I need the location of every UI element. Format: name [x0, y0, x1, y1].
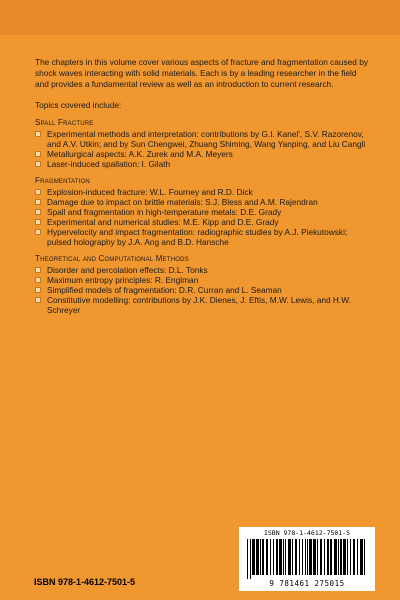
barcode-bar: [309, 539, 312, 575]
topic-item-text: Experimental and numerical studies: M.E. Kipp and D.E. Grady: [47, 217, 279, 227]
topic-section: [35, 254, 370, 315]
topic-item: [35, 129, 370, 149]
section-title: Fragmentation: [35, 176, 90, 185]
barcode-bar: [256, 539, 259, 575]
topic-item-text: Constitutive modelling: contributions by J.K. Dienes, J. Eftis, M.W. Lewis, and H.W. Schreyer: [47, 295, 351, 315]
square-bullet-icon: [35, 189, 41, 195]
barcode-bar: [343, 539, 346, 575]
barcode-bar: [317, 539, 318, 575]
barcode-bar: [353, 539, 355, 575]
topic-item-text: Experimental methods and interpretation: contributions by G.I. Kanel', S.V. Razorenov, and A.V. Utkin; and by Sun Chengwei, Zhuang Shiming, Wang Yanping, and Liu Cangli: [47, 129, 366, 149]
barcode-bar: [320, 539, 322, 575]
barcode-bar: [295, 539, 297, 575]
topic-item: [35, 285, 370, 295]
barcode-bar: [266, 539, 268, 575]
square-bullet-icon: [35, 297, 41, 303]
barcode-bar: [338, 539, 339, 575]
topic-item-text: Metallurgical aspects: A.K. Zurek and M.A. Meyers: [47, 149, 233, 159]
barcode-bar: [276, 539, 278, 575]
topic-item: [35, 207, 370, 217]
topic-item: [35, 265, 370, 275]
barcode-bar: [364, 539, 365, 575]
barcode-bar: [302, 539, 303, 575]
barcode-bar: [327, 539, 329, 575]
barcode: [239, 527, 375, 591]
barcode-bars: [245, 539, 369, 579]
topic-item: [35, 197, 370, 207]
barcode-bar: [330, 539, 332, 575]
barcode-bar: [307, 539, 308, 575]
back-cover-text: [35, 57, 370, 315]
top-band: [0, 0, 400, 35]
barcode-digits: 9 781461 275015: [269, 579, 345, 588]
topic-item-text: Laser-induced spallation: I. Gilath: [47, 159, 171, 169]
topic-item: [35, 217, 370, 227]
barcode-bar: [283, 539, 284, 575]
barcode-bar: [305, 539, 306, 575]
barcode-bar: [360, 539, 363, 575]
topic-section: [35, 176, 370, 247]
barcode-bar: [347, 539, 348, 575]
square-bullet-icon: [35, 229, 41, 235]
square-bullet-icon: [35, 277, 41, 283]
square-bullet-icon: [35, 287, 41, 293]
topics-list: [35, 118, 370, 315]
square-bullet-icon: [35, 161, 41, 167]
square-bullet-icon: [35, 219, 41, 225]
barcode-bar: [270, 539, 271, 575]
topic-item: [35, 275, 370, 285]
barcode-bar: [334, 539, 337, 575]
section-title: Spall Fracture: [35, 118, 94, 127]
topic-item: [35, 149, 370, 159]
topic-item: [35, 227, 370, 247]
barcode-bar: [273, 539, 274, 575]
topic-item-text: Hypervelocity and impact fragmentation: radiographic studies by A.J. Piekutowski; pulsed holography by J.A. Ang and B.D. Hansche: [47, 227, 348, 247]
topic-item: [35, 159, 370, 169]
topic-item-text: Spall and fragmentation in high-temperature metals: D.E. Grady: [47, 207, 282, 217]
barcode-bar: [285, 539, 286, 575]
barcode-bar: [350, 539, 351, 575]
square-bullet-icon: [35, 267, 41, 273]
isbn-label: ISBN 978-1-4612-7501-5: [34, 577, 136, 587]
topic-item-text: Explosion-induced fracture: W.L. Fourney and R.D. Dick: [47, 187, 253, 197]
barcode-bar: [292, 539, 293, 575]
barcode-bar: [340, 539, 342, 575]
intro-paragraph: The chapters in this volume cover various aspects of fracture and fragmentation caused by shock waves interacting with solid materials. Each is by a leading researcher in the field and provides a fundamental review as well as an introduction to current research.: [35, 57, 368, 89]
barcode-bar: [260, 539, 261, 575]
topic-item-text: Simplified models of fragmentation: D.R. Curran and L. Seaman: [47, 285, 282, 295]
barcode-bar: [299, 539, 300, 575]
topic-item: [35, 187, 370, 197]
barcode-bar: [262, 539, 264, 575]
square-bullet-icon: [35, 131, 41, 137]
section-title: Theoretical and Computational Methods: [35, 254, 189, 263]
square-bullet-icon: [35, 209, 41, 215]
barcode-bar: [288, 539, 291, 575]
barcode-bar: [250, 539, 251, 579]
barcode-bar: [357, 539, 358, 575]
topic-section: [35, 118, 370, 169]
barcode-bar: [279, 539, 282, 575]
topics-heading: Topics covered include:: [35, 100, 122, 110]
square-bullet-icon: [35, 199, 41, 205]
barcode-bar: [324, 539, 325, 575]
barcode-isbn-text: ISBN 978-1-4612-7501-5: [263, 529, 351, 537]
square-bullet-icon: [35, 151, 41, 157]
barcode-bar: [313, 539, 316, 575]
topic-item-text: Damage due to impact on brittle materials: S.J. Bless and A.M. Rajendran: [47, 197, 318, 207]
topic-item-text: Maximum entropy principles: R. Englman: [47, 275, 199, 285]
topic-item-text: Disorder and percolation effects: D.L. Tonks: [47, 265, 208, 275]
topic-item: [35, 295, 370, 315]
barcode-bar: [252, 539, 255, 575]
barcode-bar: [247, 539, 248, 579]
